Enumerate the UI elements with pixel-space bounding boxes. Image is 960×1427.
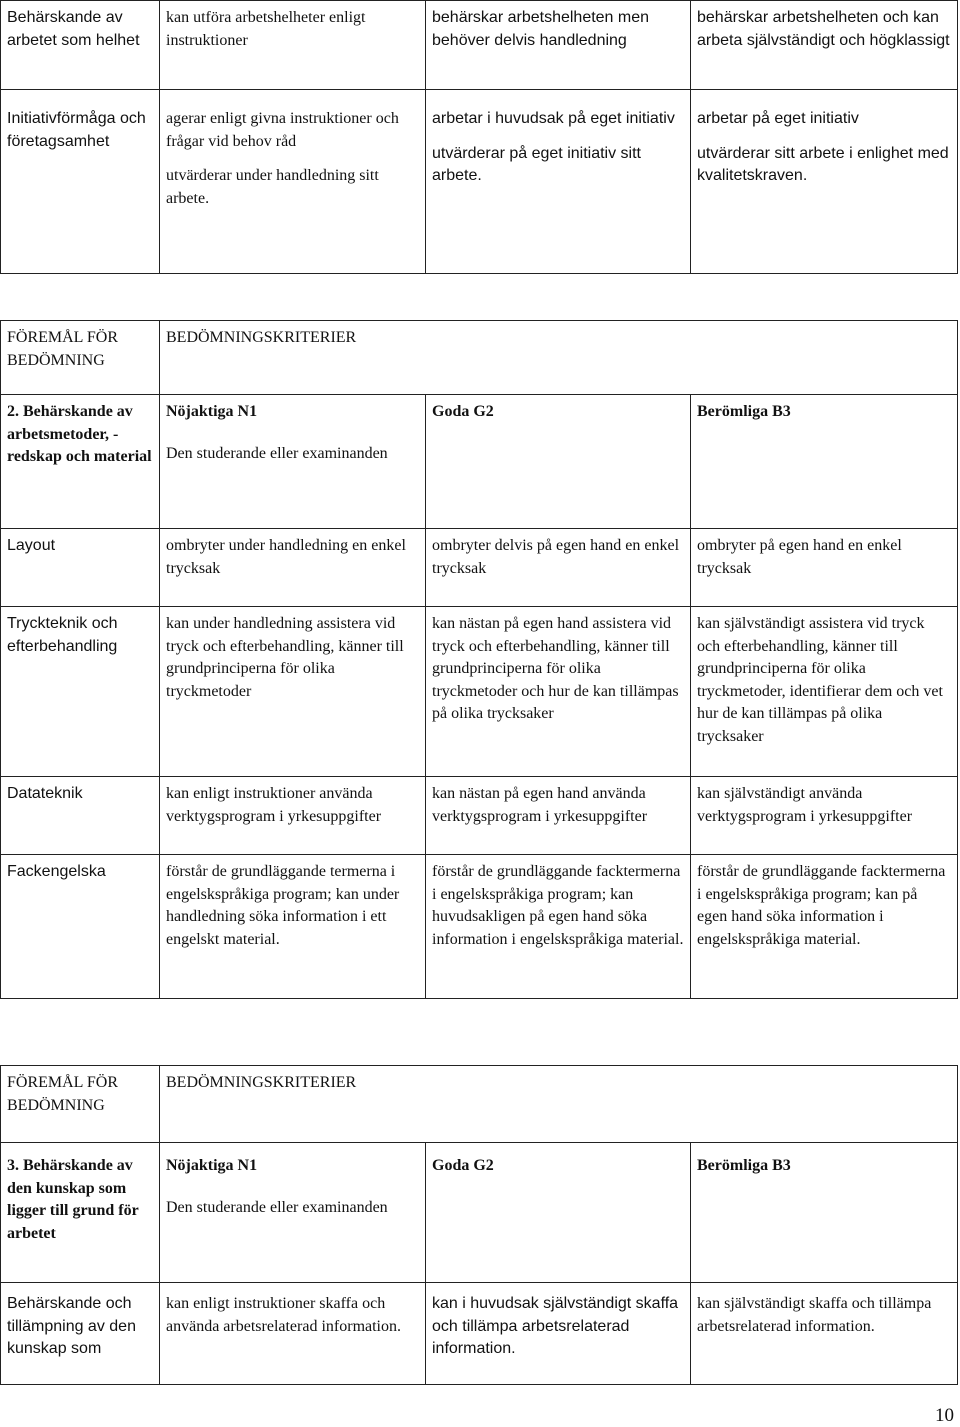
- table-row-tryckteknik: [1, 607, 958, 777]
- row-label-layout: Layout: [1, 529, 160, 607]
- cell-g2: ombryter delvis på egen hand en enkel trycksak: [426, 529, 691, 607]
- cell-n1: [160, 1143, 426, 1283]
- table-row-datateknik: [1, 777, 958, 855]
- table-row-fackengelska: [1, 855, 958, 999]
- level-n1: Nöjaktiga N1: [166, 403, 258, 420]
- cell-n1: kan under handledning assistera vid tryck och efterbehandling, känner till grundprinciperna för olika tryckmetoder: [160, 607, 426, 777]
- table-row-levels: [1, 1143, 958, 1283]
- cell-g2: [426, 90, 691, 274]
- cell-n1: kan utföra arbetshelheter enligt instruktioner: [160, 1, 426, 90]
- cell-text: utvärderar sitt arbete i enlighet med kvalitetskraven.: [697, 144, 949, 184]
- cell-text: agerar enligt givna instruktioner och frågar vid behov råd: [166, 110, 399, 150]
- level-b3: Berömliga B3: [697, 1157, 791, 1174]
- header-assessment-criteria: BEDÖMNINGSKRITERIER: [160, 321, 958, 395]
- table-row-initiative: [1, 90, 958, 274]
- criteria-table-1: [0, 0, 958, 274]
- cell-text: utvärderar under handledning sitt arbete.: [166, 167, 379, 207]
- criteria-table-3: [0, 1065, 958, 1385]
- row-label-datateknik: Datateknik: [1, 777, 160, 855]
- topic-label: 2. Behärskande av arbetsmetoder, -redskap och material: [1, 395, 160, 529]
- level-g2: Goda G2: [432, 403, 494, 420]
- header-assessment-criteria: BEDÖMNINGSKRITERIER: [160, 1066, 958, 1143]
- cell-b3: behärskar arbetshelheten och kan arbeta självständigt och högklassigt: [691, 1, 958, 90]
- cell-g2: kan nästan på egen hand assistera vid tryck och efterbehandling, känner till grundprinciperna för olika tryckmetoder och hur de kan tillämpas på olika trycksaker: [426, 607, 691, 777]
- cell-n1: förstår de grundläggande termerna i engelskspråkiga program; kan under handledning söka information i ett engelskt material.: [160, 855, 426, 999]
- cell-b3: [691, 90, 958, 274]
- cell-n1: kan enligt instruktioner skaffa och använda arbetsrelaterad information.: [160, 1283, 426, 1385]
- cell-text: arbetar i huvudsak på eget initiativ: [432, 110, 675, 127]
- header-assessment-object: FÖREMÅL FÖR BEDÖMNING: [1, 1066, 160, 1143]
- cell-b3: [691, 395, 958, 529]
- cell-g2: [426, 395, 691, 529]
- cell-b3: kan självständigt assistera vid tryck och efterbehandling, känner till grundprinciperna för olika tryckmetoder, identifierar dem och vet hur de kan tillämpas på olika trycksaker: [691, 607, 958, 777]
- cell-n1: [160, 90, 426, 274]
- level-g2: Goda G2: [432, 1157, 494, 1174]
- row-label-initiative: Initiativförmåga och företagsamhet: [1, 90, 160, 274]
- row-label-fackengelska: Fackengelska: [1, 855, 160, 999]
- table-row-kunskap: [1, 1283, 958, 1385]
- level-n1: Nöjaktiga N1: [166, 1157, 258, 1174]
- table-row-overall: [1, 1, 958, 90]
- row-label-tryckteknik: Tryckteknik och efterbehandling: [1, 607, 160, 777]
- cell-n1: ombryter under handledning en enkel trycksak: [160, 529, 426, 607]
- table-header-row: [1, 321, 958, 395]
- table-row-layout: [1, 529, 958, 607]
- subject-text: Den studerande eller examinanden: [166, 1198, 388, 1216]
- table-header-row: [1, 1066, 958, 1143]
- cell-b3: förstår de grundläggande facktermerna i engelskspråkiga program; kan på egen hand söka information i engelskspråkiga material.: [691, 855, 958, 999]
- cell-b3: kan självständigt använda verktygsprogram i yrkesuppgifter: [691, 777, 958, 855]
- cell-n1: [160, 395, 426, 529]
- cell-text: arbetar på eget initiativ: [697, 110, 859, 127]
- topic-label: 3. Behärskande av den kunskap som ligger till grund för arbetet: [1, 1143, 160, 1283]
- criteria-table-2: [0, 320, 958, 999]
- row-label-kunskap: Behärskande och tillämpning av den kunskap som: [1, 1283, 160, 1385]
- subject-text: Den studerande eller examinanden: [166, 444, 388, 462]
- row-label-overall: Behärskande av arbetet som helhet: [1, 1, 160, 90]
- cell-g2: [426, 1143, 691, 1283]
- cell-n1: kan enligt instruktioner använda verktygsprogram i yrkesuppgifter: [160, 777, 426, 855]
- cell-text: utvärderar på eget initiativ sitt arbete.: [432, 144, 641, 184]
- cell-b3: ombryter på egen hand en enkel trycksak: [691, 529, 958, 607]
- cell-b3: kan självständigt skaffa och tillämpa arbetsrelaterad information.: [691, 1283, 958, 1385]
- cell-g2: kan nästan på egen hand använda verktygsprogram i yrkesuppgifter: [426, 777, 691, 855]
- page-number: 10: [935, 1405, 954, 1426]
- level-b3: Berömliga B3: [697, 403, 791, 420]
- table-row-levels: [1, 395, 958, 529]
- cell-g2: kan i huvudsak självständigt skaffa och tillämpa arbetsrelaterad information.: [426, 1283, 691, 1385]
- cell-g2: behärskar arbetshelheten men behöver delvis handledning: [426, 1, 691, 90]
- cell-g2: förstår de grundläggande facktermerna i engelskspråkiga program; kan huvudsakligen på egen hand söka information i engelskspråkiga material.: [426, 855, 691, 999]
- header-assessment-object: FÖREMÅL FÖR BEDÖMNING: [1, 321, 160, 395]
- cell-b3: [691, 1143, 958, 1283]
